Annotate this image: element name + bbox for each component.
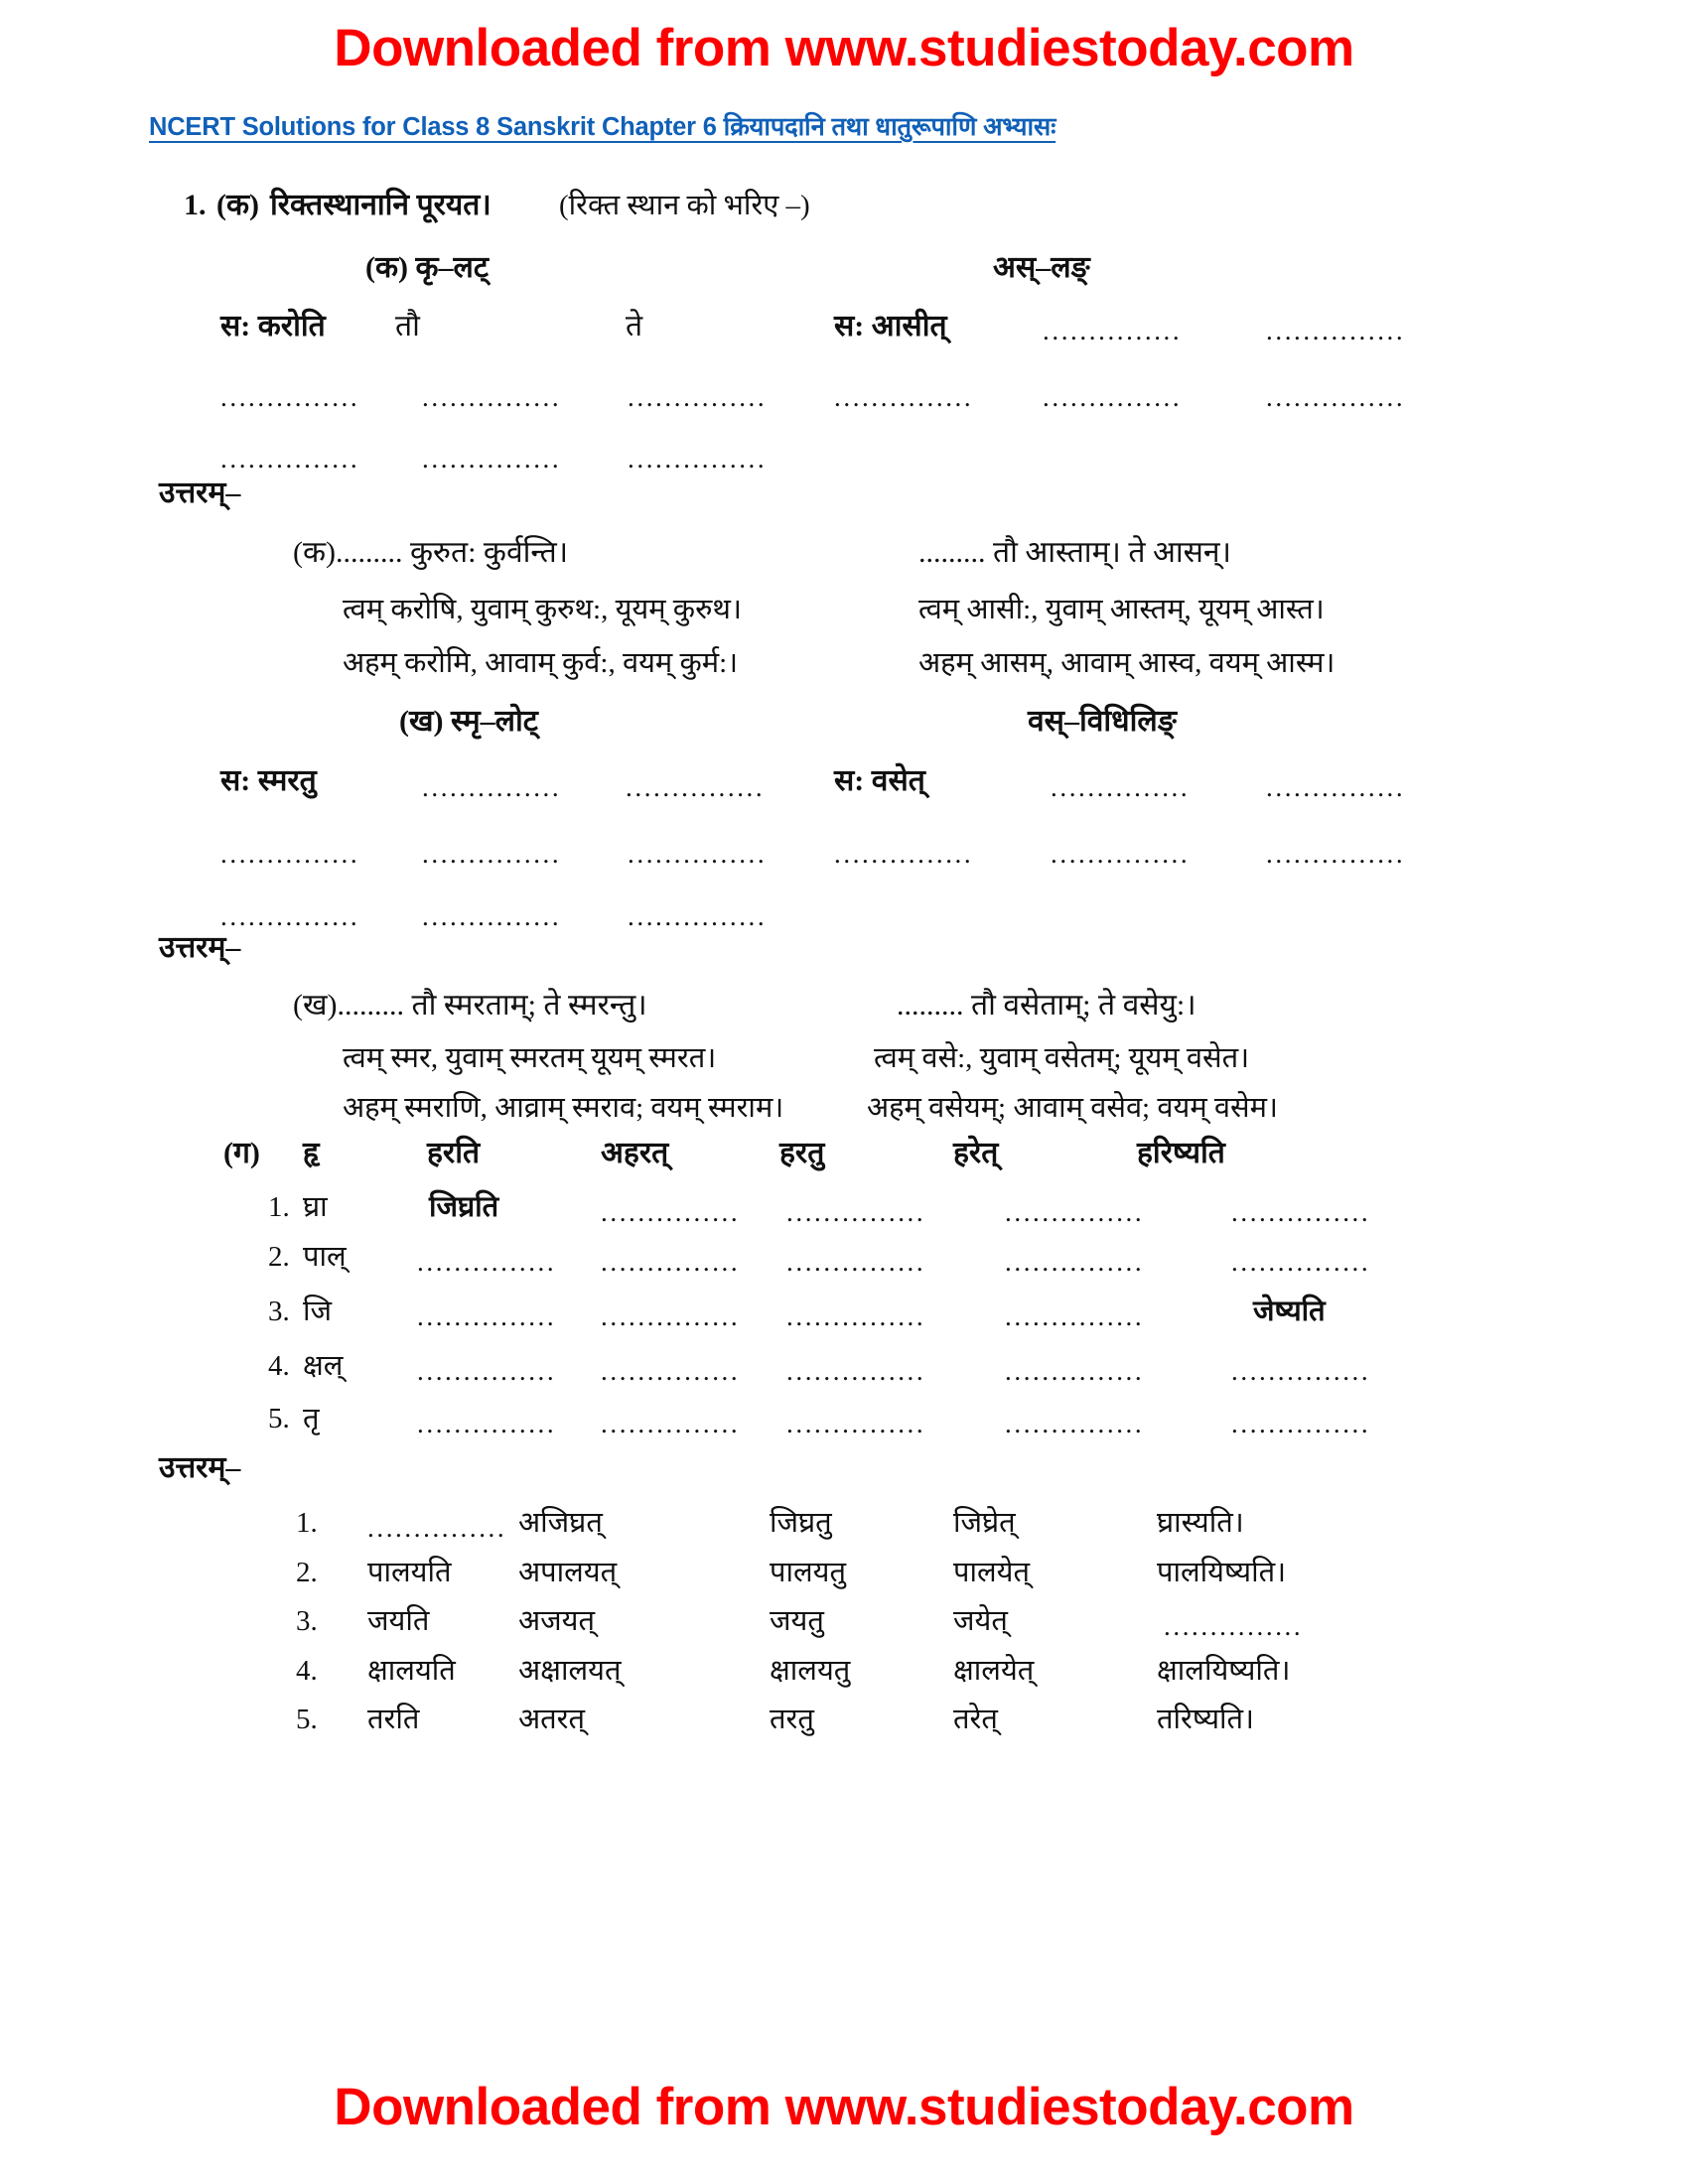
ka-answer-left-1: त्वम् करोषि, युवाम् कुरुथ:, यूयम् कुरुथ। [343, 594, 742, 625]
ka-cell-l-0-0: स: करोति [220, 310, 326, 342]
ga-row-3-cell-2[interactable]: ............... [786, 1356, 926, 1386]
kha-blank-r-1-1[interactable]: ............... [1051, 839, 1191, 869]
ga-row-2-cell-1[interactable]: ............... [601, 1301, 741, 1331]
ga-row-0-cell-0: जिघ्रति [429, 1191, 499, 1223]
ka-blank-r-0-1[interactable]: ............... [1043, 316, 1183, 345]
ga-ans-2-cell-3: जयेत् [953, 1605, 1008, 1637]
ga-ans-2-cell-2: जयतु [770, 1605, 824, 1637]
question-hindi-gloss: (रिक्त स्थान को भरिए –) [559, 190, 810, 221]
kha-blank-l-2-1[interactable]: ............... [422, 901, 562, 931]
kha-answer-label: उत्तरम्– [159, 931, 241, 964]
section-ka-left-heading: (क) कृ–लट् [365, 251, 490, 284]
ga-ans-2-cell-0: जयति [367, 1605, 430, 1637]
ga-row-4-cell-0[interactable]: ............... [417, 1409, 557, 1438]
ga-header-3: हरतु [779, 1137, 825, 1169]
ka-cell-l-0-1: तौ [395, 310, 420, 342]
ka-blank-r-0-2[interactable]: ............... [1266, 316, 1406, 345]
ka-answer-right-2: अहम् आसम्, आवाम् आस्व, वयम् आस्म। [918, 647, 1336, 679]
ga-row-1-num: 2. [268, 1241, 290, 1273]
ga-ans-4-cell-1: अतरत् [518, 1704, 586, 1735]
ga-row-1-cell-3[interactable]: ............... [1005, 1247, 1145, 1277]
kha-answer-right-2: अहम् वसेयम्; आवाम् वसेव; वयम् वसेम। [867, 1092, 1278, 1124]
ka-blank-l-1-2[interactable]: ............... [628, 382, 768, 412]
ga-row-1-cell-1[interactable]: ............... [601, 1247, 741, 1277]
section-ka-right-heading: अस्–लङ् [993, 251, 1090, 284]
ka-blank-l-2-1[interactable]: ............... [422, 444, 562, 474]
ga-row-0-root: घ्रा [303, 1191, 328, 1223]
kha-answer-right-0: ......... तौ वसेताम्; ते वसेयु:। [897, 989, 1196, 1022]
ga-answer-label: उत्तरम्– [159, 1451, 241, 1484]
ga-row-3-cell-1[interactable]: ............... [601, 1356, 741, 1386]
ka-blank-r-1-0[interactable]: ............... [834, 382, 974, 412]
section-kha-right-heading: वस्–विधिलिङ् [1028, 705, 1177, 738]
ga-header-0: हृ [303, 1137, 320, 1169]
ka-answer-right-1: त्वम् आसी:, युवाम् आस्तम्, यूयम् आस्त। [918, 594, 1325, 625]
ga-ans-1-num: 2. [296, 1557, 318, 1588]
ga-ans-3-cell-4: क्षालयिष्यति। [1157, 1655, 1291, 1687]
ka-cell-r-0-0: स: आसीत् [834, 310, 947, 342]
ga-header-1: हरति [427, 1137, 481, 1169]
ga-ans-1-cell-4: पालयिष्यति। [1157, 1557, 1287, 1588]
kha-blank-l-1-0[interactable]: ............... [220, 839, 360, 869]
kha-answer-left-1: त्वम् स्मर, युवाम् स्मरतम् यूयम् स्मरत। [343, 1042, 717, 1074]
ga-row-2-root: जि [303, 1296, 333, 1327]
ga-row-4-cell-3[interactable]: ............... [1005, 1409, 1145, 1438]
ga-ans-3-cell-2: क्षालयतु [770, 1655, 851, 1687]
ka-blank-r-1-2[interactable]: ............... [1266, 382, 1406, 412]
kha-answer-left-0: (ख)......... तौ स्मरताम्; ते स्मरन्तु। [293, 989, 647, 1022]
ga-row-1-cell-4[interactable]: ............... [1231, 1247, 1371, 1277]
ga-row-1-cell-2[interactable]: ............... [786, 1247, 926, 1277]
ga-header-5: हरिष्यति [1137, 1137, 1225, 1169]
ga-row-3-root: क्षल् [303, 1350, 344, 1382]
ga-ans-2-cell-1: अजयत् [518, 1605, 596, 1637]
ka-blank-r-1-1[interactable]: ............... [1043, 382, 1183, 412]
ga-ans-4-cell-2: तरतु [770, 1704, 814, 1735]
ga-row-1-root: पाल् [303, 1241, 347, 1273]
kha-blank-l-1-2[interactable]: ............... [628, 839, 768, 869]
ka-cell-l-0-2: ते [626, 310, 643, 342]
ga-ans-4-cell-0: तरति [367, 1704, 420, 1735]
ga-ans-2-num: 3. [296, 1605, 318, 1637]
ga-header-2: अहरत् [601, 1137, 669, 1169]
ga-ans-3-num: 4. [296, 1655, 318, 1687]
kha-answer-right-1: त्वम् वसे:, युवाम् वसेतम्; यूयम् वसेत। [874, 1042, 1250, 1074]
question-number: 1. [184, 189, 207, 221]
ga-ans-1-cell-3: पालयेत् [953, 1557, 1030, 1588]
ga-ans-3-cell-0: क्षालयति [367, 1655, 456, 1687]
kha-blank-r-0-1[interactable]: ............... [1051, 772, 1191, 802]
ga-ans-3-cell-1: अक्षालयत् [518, 1655, 622, 1687]
ga-row-2-cell-3[interactable]: ............... [1005, 1301, 1145, 1331]
ga-ans-1-cell-0: पालयति [367, 1557, 452, 1588]
question-text: रिक्तस्थानानि पूरयत। [270, 189, 492, 221]
kha-cell-l-0-0: स: स्मरतु [220, 764, 317, 797]
kha-blank-l-2-2[interactable]: ............... [628, 901, 768, 931]
ka-blank-l-2-0[interactable]: ............... [220, 444, 360, 474]
ga-ans-2-cell-4[interactable]: ............... [1164, 1611, 1304, 1641]
ga-ans-3-cell-3: क्षालयेत् [953, 1655, 1035, 1687]
ka-answer-left-0: (क)......... कुरुत: कुर्वन्ति। [293, 536, 569, 569]
kha-blank-r-1-0[interactable]: ............... [834, 839, 974, 869]
ka-blank-l-1-1[interactable]: ............... [422, 382, 562, 412]
ka-answer-left-2: अहम् करोमि, आवाम् कुर्व:, वयम् कुर्म:। [343, 647, 739, 679]
ga-ans-1-cell-2: पालयतु [770, 1557, 846, 1588]
kha-blank-l-0-1[interactable]: ............... [422, 772, 562, 802]
ga-row-2-cell-0[interactable]: ............... [417, 1301, 557, 1331]
ga-row-2-cell-4: जेष्यति [1253, 1296, 1326, 1327]
ga-row-0-cell-4[interactable]: ............... [1231, 1197, 1371, 1227]
ga-row-3-cell-4[interactable]: ............... [1231, 1356, 1371, 1386]
watermark-top: Downloaded from www.studiestoday.com [334, 19, 1354, 77]
kha-blank-l-0-2[interactable]: ............... [626, 772, 766, 802]
kha-blank-r-0-2[interactable]: ............... [1266, 772, 1406, 802]
kha-cell-r-0-0: स: वसेत् [834, 764, 925, 797]
ga-row-3-cell-3[interactable]: ............... [1005, 1356, 1145, 1386]
ga-row-2-num: 3. [268, 1296, 290, 1327]
question-label: (क) [216, 189, 260, 221]
ga-row-0-cell-2[interactable]: ............... [786, 1197, 926, 1227]
ka-answer-right-0: ......... तौ आस्ताम्। ते आसन्। [918, 536, 1231, 569]
ga-ans-4-num: 5. [296, 1704, 318, 1735]
ga-row-3-cell-0[interactable]: ............... [417, 1356, 557, 1386]
ga-row-0-cell-3[interactable]: ............... [1005, 1197, 1145, 1227]
ga-header-4: हरेत् [953, 1137, 999, 1169]
ga-row-4-cell-4[interactable]: ............... [1231, 1409, 1371, 1438]
ga-row-4-cell-2[interactable]: ............... [786, 1409, 926, 1438]
ga-row-2-cell-2[interactable]: ............... [786, 1301, 926, 1331]
ka-answer-label: उत्तरम्– [159, 477, 241, 509]
kha-blank-r-1-2[interactable]: ............... [1266, 839, 1406, 869]
ga-row-0-num: 1. [268, 1191, 290, 1223]
page-title[interactable]: NCERT Solutions for Class 8 Sanskrit Chapter 6 क्रियापदानि तथा धातुरूपाणि अभ्यासः [149, 113, 1056, 141]
ka-blank-l-2-2[interactable]: ............... [628, 444, 768, 474]
ga-ans-0-cell-4: घ्रास्यति। [1157, 1507, 1244, 1539]
ga-row-4-cell-1[interactable]: ............... [601, 1409, 741, 1438]
section-kha-left-heading: (ख) स्मृ–लोट् [399, 705, 538, 738]
ga-ans-0-cell-1: अजिघ्रत् [518, 1507, 603, 1539]
ga-ans-1-cell-1: अपालयत् [518, 1557, 618, 1588]
kha-blank-l-2-0[interactable]: ............... [220, 901, 360, 931]
section-ga-label: (ग) [223, 1137, 260, 1169]
ga-ans-4-cell-3: तरेत् [953, 1704, 998, 1735]
ga-row-3-num: 4. [268, 1350, 290, 1382]
ga-ans-0-cell-2: जिघ्रतु [770, 1507, 832, 1539]
kha-blank-l-1-1[interactable]: ............... [422, 839, 562, 869]
ga-ans-4-cell-4: तरिष्यति। [1157, 1704, 1255, 1735]
ga-ans-0-cell-0[interactable]: ............... [367, 1513, 507, 1543]
ka-blank-l-1-0[interactable]: ............... [220, 382, 360, 412]
ga-ans-0-num: 1. [296, 1507, 318, 1539]
ga-row-1-cell-0[interactable]: ............... [417, 1247, 557, 1277]
ga-row-4-root: तृ [303, 1403, 320, 1434]
ga-row-4-num: 5. [268, 1403, 290, 1434]
ga-ans-0-cell-3: जिघ्रेत् [953, 1507, 1016, 1539]
watermark-bottom: Downloaded from www.studiestoday.com [334, 2078, 1354, 2136]
kha-answer-left-2: अहम् स्मराणि, आव्राम् स्मराव; वयम् स्मराम। [343, 1092, 784, 1124]
ga-row-0-cell-1[interactable]: ............... [601, 1197, 741, 1227]
